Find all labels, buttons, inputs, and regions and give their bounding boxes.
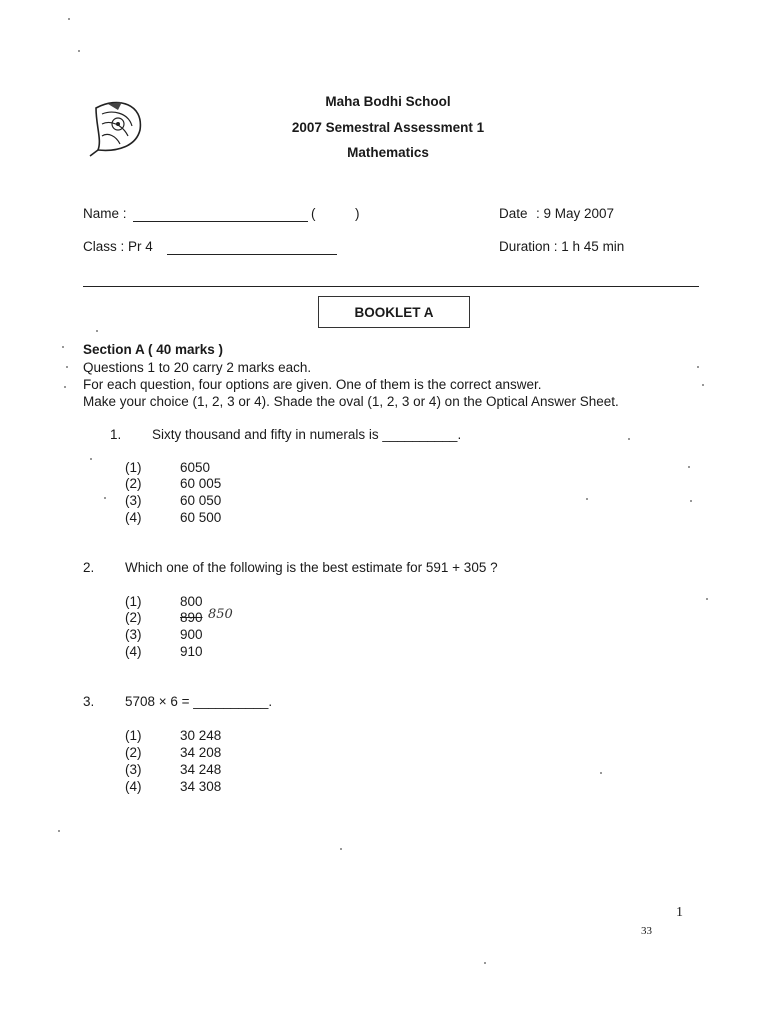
register-paren-close: )	[355, 206, 360, 221]
instruction-2: For each question, four options are given. One of them is the correct answer.	[83, 377, 542, 392]
scan-speck	[68, 18, 70, 20]
class-label: Class : Pr 4	[83, 239, 153, 254]
scan-speck	[340, 848, 342, 850]
booklet-label: BOOKLET A	[318, 296, 470, 328]
name-line	[133, 221, 308, 222]
scan-speck	[78, 50, 80, 52]
assessment-title: 2007 Semestral Assessment 1	[291, 120, 485, 135]
q1-option-3-value: 60 050	[180, 493, 222, 508]
duration-label: Duration : 1 h 45 min	[499, 239, 625, 254]
q1-option-1-label: (1)	[125, 460, 142, 475]
q2-option-3-value: 900	[180, 627, 203, 642]
q2-option-4-label: (4)	[125, 644, 142, 659]
scan-speck	[628, 438, 630, 440]
q3-option-1-label: (1)	[125, 728, 142, 743]
date-label: Date	[499, 206, 528, 221]
q1-option-3-label: (3)	[125, 493, 142, 508]
q1-option-4-label: (4)	[125, 510, 142, 525]
q1-option-2-label: (2)	[125, 476, 142, 491]
question-2-number: 2.	[83, 560, 95, 575]
instruction-1: Questions 1 to 20 carry 2 marks each.	[83, 360, 312, 375]
scan-speck	[64, 386, 66, 388]
header-divider	[83, 286, 699, 287]
scan-speck	[706, 598, 708, 600]
q2-option-1-value: 800	[180, 594, 203, 609]
q2-option-3-label: (3)	[125, 627, 142, 642]
q1-option-1-value: 6050	[180, 460, 211, 475]
scan-speck	[697, 366, 699, 368]
scan-speck	[90, 458, 92, 460]
q3-option-3-value: 34 248	[180, 762, 222, 777]
q3-option-2-value: 34 208	[180, 745, 222, 760]
instruction-3: Make your choice (1, 2, 3 or 4). Shade the oval (1, 2, 3 or 4) on the Optical Answer Sheet.	[83, 394, 619, 409]
question-2-text: Which one of the following is the best estimate for 591 + 305 ?	[125, 560, 498, 575]
q2-option-2-value: 890	[180, 610, 203, 625]
school-logo	[88, 96, 150, 158]
scan-speck	[600, 772, 602, 774]
question-1-text: Sixty thousand and fifty in numerals is __________.	[152, 427, 462, 442]
q1-option-2-value: 60 005	[180, 476, 222, 491]
q3-option-4-value: 34 308	[180, 779, 222, 794]
q3-option-2-label: (2)	[125, 745, 142, 760]
question-3-number: 3.	[83, 694, 95, 709]
scan-speck	[66, 366, 68, 368]
class-line	[167, 254, 337, 255]
q2-option-2-label: (2)	[125, 610, 142, 625]
q2-handwritten-correction: 850	[208, 607, 233, 622]
q1-option-4-value: 60 500	[180, 510, 222, 525]
scan-speck	[96, 330, 98, 332]
q3-option-3-label: (3)	[125, 762, 142, 777]
q2-option-1-label: (1)	[125, 594, 142, 609]
scan-speck	[702, 384, 704, 386]
q2-option-4-value: 910	[180, 644, 203, 659]
question-3-text: 5708 × 6 = __________.	[125, 694, 273, 709]
scan-speck	[58, 830, 60, 832]
subject-title: Mathematics	[347, 145, 429, 160]
scan-speck	[690, 500, 692, 502]
school-name: Maha Bodhi School	[325, 94, 451, 109]
page-code: 33	[641, 925, 652, 937]
q3-option-1-value: 30 248	[180, 728, 222, 743]
name-label: Name :	[83, 206, 127, 221]
section-title: Section A ( 40 marks )	[83, 342, 224, 357]
register-paren-open: (	[311, 206, 316, 221]
date-value: : 9 May 2007	[536, 206, 615, 221]
scan-speck	[104, 497, 106, 499]
scan-speck	[586, 498, 588, 500]
scan-speck	[688, 466, 690, 468]
q3-option-4-label: (4)	[125, 779, 142, 794]
page-number: 1	[676, 905, 683, 920]
question-1-number: 1.	[110, 427, 122, 442]
scan-speck	[484, 962, 486, 964]
scan-speck	[62, 346, 64, 348]
